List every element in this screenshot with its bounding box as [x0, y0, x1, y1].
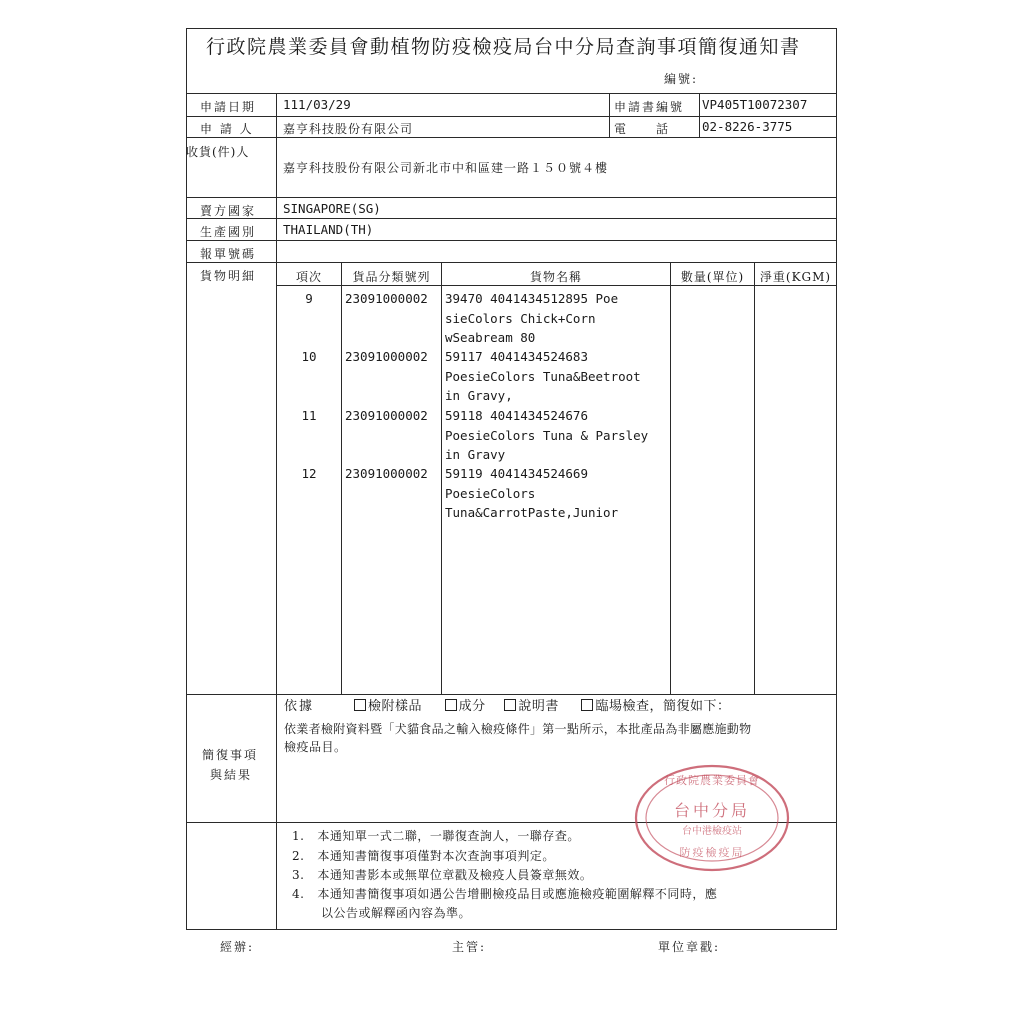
seal-bottom-text: 防疫檢疫局	[679, 846, 745, 859]
list-item: 1. 本通知單一式二聯，一聯復查詢人，一聯存查。	[292, 829, 580, 843]
applicant-label: 申 請 人	[200, 122, 254, 136]
checkbox-icon	[504, 699, 516, 711]
option-inspection: 臨場檢查，簡復如下：	[581, 699, 730, 714]
seller-country-value: SINGAPORE(SG)	[283, 201, 381, 216]
option-sample: 檢附樣品	[354, 699, 422, 714]
form-no-value: VP405T10072307	[702, 97, 808, 112]
header-qty: 數量(單位)	[680, 270, 745, 284]
item-no: 9	[305, 291, 313, 306]
seal-small-text: 台中港檢疫站	[682, 826, 742, 837]
page-title: 行政院農業委員會動植物防疫檢疫局台中分局查詢事項簡復通知書	[206, 36, 801, 58]
checkbox-icon	[354, 699, 366, 711]
apply-date-value: 111/03/29	[283, 97, 351, 112]
seal-mid-text: 台中分局	[673, 801, 750, 820]
header-name: 貨物名稱	[529, 270, 582, 284]
applicant-value: 嘉亨科技股份有限公司	[283, 122, 414, 136]
footer-supervisor: 主管:	[452, 940, 487, 954]
item-code: 23091000002	[345, 349, 428, 364]
item-name: 59117 4041434524683 PoesieColors Tuna&Beetroot in Gravy,	[445, 349, 641, 403]
list-item: 2. 本通知書簡復事項僅對本次查詢事項判定。	[292, 849, 555, 863]
number-label: 編號:	[664, 72, 699, 86]
item-no: 10	[301, 349, 317, 364]
origin-label: 生產國別	[200, 225, 257, 239]
goods-label: 貨物明細	[200, 269, 257, 283]
option-manual: 說明書	[504, 699, 559, 714]
official-seal	[632, 762, 792, 874]
declaration-label: 報單號碼	[200, 247, 257, 261]
item-name: 39470 4041434512895 Poe sieColors Chick+Corn wSeabream 80	[445, 291, 619, 345]
result-text-line2: 檢疫品目。	[284, 740, 347, 754]
phone-value: 02-8226-3775	[702, 119, 793, 134]
item-code: 23091000002	[345, 291, 428, 306]
list-item: 3. 本通知書影本或無單位章戳及檢疫人員簽章無效。	[292, 868, 593, 882]
consignee-value: 嘉亨科技股份有限公司新北市中和區建一路１５０號４樓	[283, 161, 609, 175]
item-no: 11	[301, 408, 317, 423]
phone-label: 電 話	[614, 122, 671, 136]
item-no: 12	[301, 466, 317, 481]
basis-options	[354, 697, 730, 716]
apply-date-label: 申請日期	[200, 100, 257, 114]
header-item: 項次	[295, 270, 322, 284]
checkbox-icon	[445, 699, 457, 711]
footer-handler: 經辦:	[220, 940, 255, 954]
form-no-label: 申請書編號	[614, 100, 685, 114]
list-item: 4. 本通知書簡復事項如遇公告增刪檢疫品目或應施檢疫範圍解釋不同時，應	[292, 887, 718, 901]
reply-label-line1: 簡復事項	[202, 748, 259, 762]
option-ingredients: 成分	[445, 699, 486, 714]
basis-label: 依據	[284, 699, 315, 714]
footer-unit-seal: 單位章戳:	[658, 940, 721, 954]
header-code: 貨品分類號列	[352, 270, 431, 284]
reply-label-line2: 與結果	[210, 768, 253, 782]
header-weight: 淨重(KGM)	[759, 270, 832, 284]
item-name: 59119 4041434524669 PoesieColors Tuna&CarrotPaste,Junior	[445, 466, 619, 520]
item-code: 23091000002	[345, 466, 428, 481]
list-item-continuation: 以公告或解釋函內容為準。	[321, 906, 472, 920]
consignee-label: 收貨(件)人	[186, 145, 250, 159]
seller-country-label: 賣方國家	[200, 204, 257, 218]
item-code: 23091000002	[345, 408, 428, 423]
item-name: 59118 4041434524676 PoesieColors Tuna & Parsley in Gravy	[445, 408, 649, 462]
result-text-line1: 依業者檢附資料暨「犬貓食品之輸入檢疫條件」第一點所示，本批產品為非屬應施動物	[284, 722, 752, 736]
checkbox-icon	[581, 699, 593, 711]
seal-top-text: 行政院農業委員會	[664, 774, 760, 787]
origin-value: THAILAND(TH)	[283, 222, 374, 237]
